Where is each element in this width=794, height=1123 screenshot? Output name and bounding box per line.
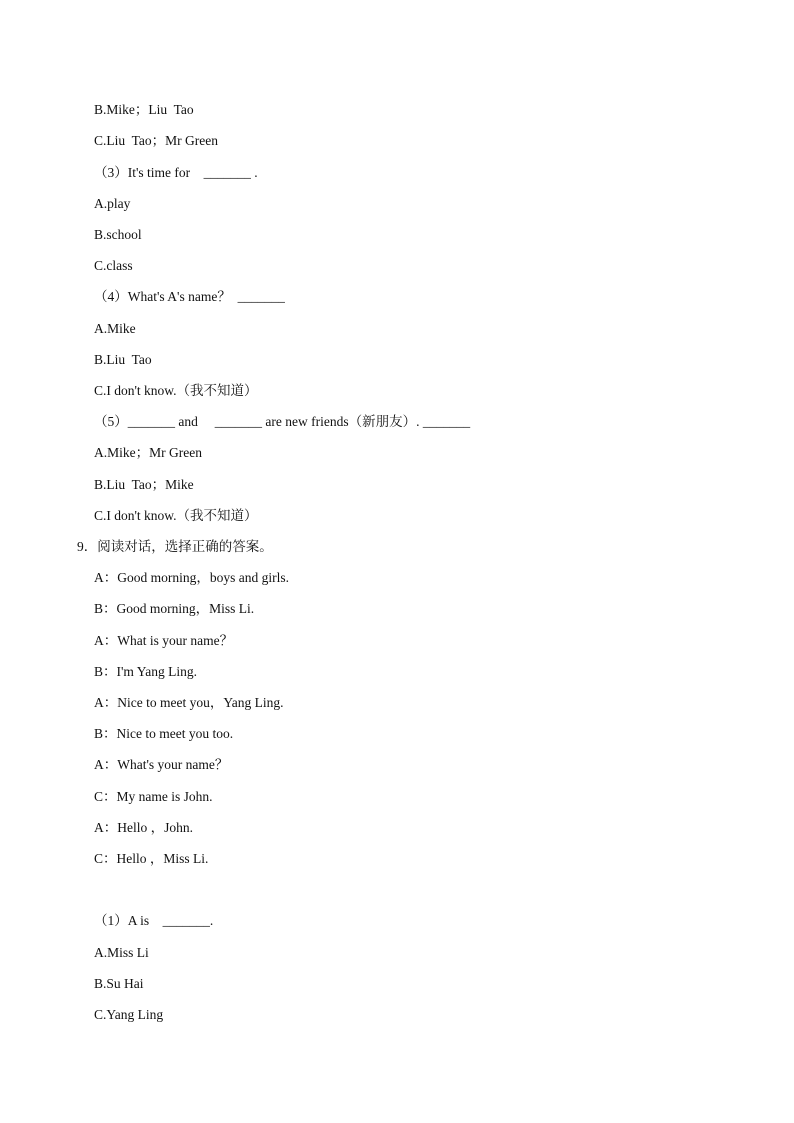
q3-option-c: C.class: [94, 258, 133, 273]
dialogue-line: C：My name is John.: [94, 789, 213, 804]
dialogue-line: B：Nice to meet you too.: [94, 726, 234, 741]
dialogue-line: A：Hello ，John.: [94, 820, 193, 835]
q5-stem: （5）_______ and _______ are new friends（新朋友）. _______: [94, 414, 471, 429]
q4-option-b: B.Liu Tao: [94, 352, 152, 367]
s9-q1-stem: （1）A is _______.: [94, 913, 214, 928]
s9-q1-option-c: C.Yang Ling: [94, 1007, 164, 1022]
q4-option-a: A.Mike: [94, 321, 136, 336]
q5-option-c: C.I don't know.（我不知道）: [94, 508, 258, 523]
q3-option-b: B.school: [94, 227, 142, 242]
q3-stem: （3）It's time for _______ .: [94, 165, 258, 180]
q4-option-c: C.I don't know.（我不知道）: [94, 383, 258, 398]
s9-q1-option-b: B.Su Hai: [94, 976, 144, 991]
q2-option-c: C.Liu Tao；Mr Green: [94, 133, 219, 148]
q3-option-a: A.play: [94, 196, 131, 211]
dialogue-line: C：Hello ，Miss Li.: [94, 851, 209, 866]
q5-option-b: B.Liu Tao；Mike: [94, 477, 194, 492]
dialogue-line: A：Good morning，boys and girls.: [94, 570, 289, 585]
q5-option-a: A.Mike；Mr Green: [94, 445, 202, 460]
dialogue-line: A：What's your name？: [94, 757, 229, 772]
section-9-heading: 9．阅读对话，选择正确的答案。: [77, 539, 273, 554]
s9-q1-option-a: A.Miss Li: [94, 945, 149, 960]
dialogue-line: B：Good morning，Miss Li.: [94, 601, 255, 616]
dialogue-line: A：What is your name？: [94, 633, 234, 648]
dialogue-line: A：Nice to meet you，Yang Ling.: [94, 695, 284, 710]
q2-option-b: B.Mike；Liu Tao: [94, 102, 194, 117]
q4-stem: （4）What's A's name？ _______: [94, 289, 285, 304]
dialogue-line: B：I'm Yang Ling.: [94, 664, 197, 679]
